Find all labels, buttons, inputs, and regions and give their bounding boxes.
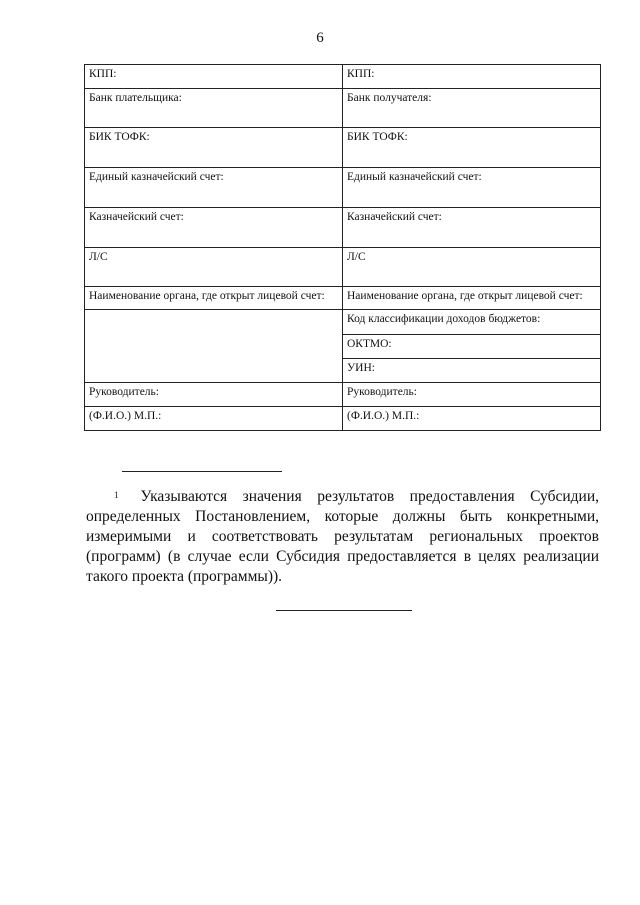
recipient-bank-cell: Банк получателя: (343, 89, 601, 128)
table-row (85, 310, 601, 335)
footnote-text: Указываются значения результатов предоставления Субсидии, определенных Постановлением, которые должны быть конкретными, измеримыми и соответствовать результатам региональных проектов (программ) (в случае если Субсидия предоставляется в целях реализации такого проекта (программы)). (86, 488, 599, 585)
payer-personal-account-cell: Л/С (85, 248, 343, 287)
payer-bank-cell: Банк плательщика: (85, 89, 343, 128)
payment-details-table (84, 64, 601, 431)
table-row (85, 208, 601, 248)
footnote-separator (122, 471, 282, 472)
uin-cell: УИН: (343, 359, 601, 383)
recipient-kpp-cell: КПП: (343, 65, 601, 89)
payer-treasury-account-cell: Казначейский счет: (85, 208, 343, 248)
payer-single-treasury-account-cell: Единый казначейский счет: (85, 168, 343, 208)
recipient-signature-cell: (Ф.И.О.) М.П.: (343, 407, 601, 431)
recipient-bik-cell: БИК ТОФК: (343, 128, 601, 168)
payer-signature-cell: (Ф.И.О.) М.П.: (85, 407, 343, 431)
table-row (85, 287, 601, 310)
footnote-marker: 1 (114, 490, 119, 500)
table-row (85, 248, 601, 287)
recipient-head-cell: Руководитель: (343, 383, 601, 407)
payer-kpp-cell: КПП: (85, 65, 343, 89)
table-row (85, 383, 601, 407)
table-row (85, 407, 601, 431)
oktmo-cell: ОКТМО: (343, 335, 601, 359)
payer-empty-cell (85, 310, 343, 383)
budget-revenue-code-cell: Код классификации доходов бюджетов: (343, 310, 601, 335)
recipient-account-authority-cell: Наименование органа, где открыт лицевой счет: (343, 287, 601, 310)
footnote (86, 487, 599, 587)
recipient-treasury-account-cell: Казначейский счет: (343, 208, 601, 248)
table-row (85, 89, 601, 128)
recipient-single-treasury-account-cell: Единый казначейский счет: (343, 168, 601, 208)
recipient-personal-account-cell: Л/С (343, 248, 601, 287)
payer-bik-cell: БИК ТОФК: (85, 128, 343, 168)
payer-account-authority-cell: Наименование органа, где открыт лицевой счет: (85, 287, 343, 310)
table-row (85, 65, 601, 89)
end-separator (276, 610, 412, 611)
table-row (85, 128, 601, 168)
payer-head-cell: Руководитель: (85, 383, 343, 407)
table-row (85, 168, 601, 208)
page-number: 6 (316, 30, 324, 46)
